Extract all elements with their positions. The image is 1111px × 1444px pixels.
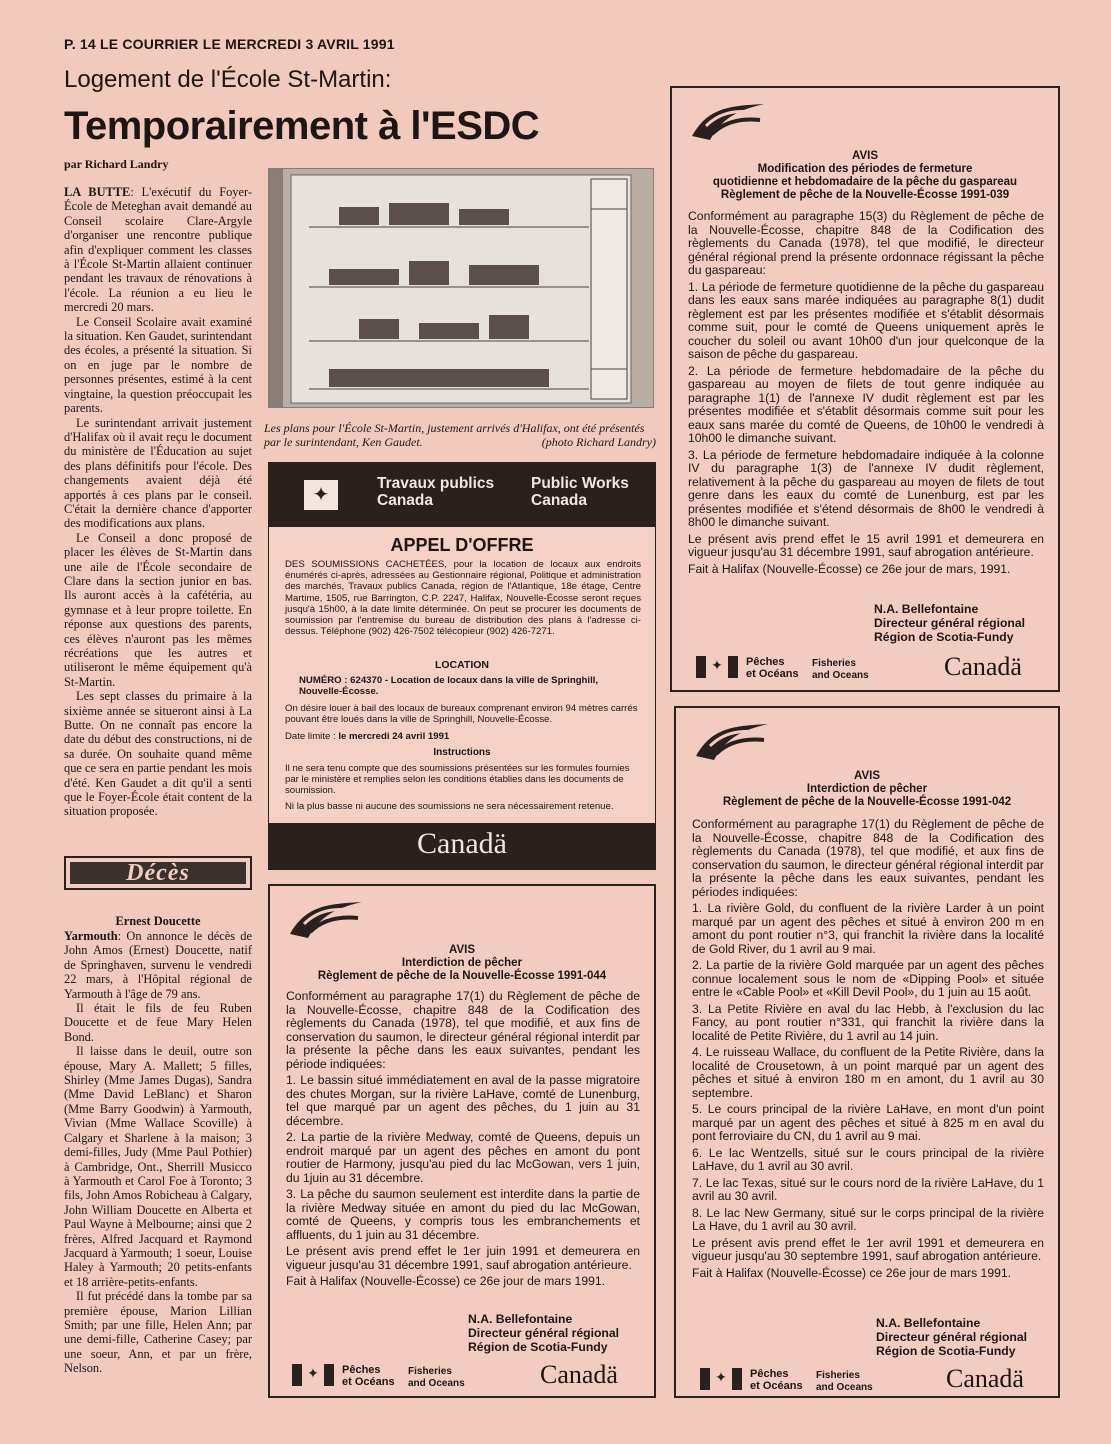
- canada-wordmark: Canadä: [417, 827, 507, 860]
- notice-regulation: Règlement de pêche de la Nouvelle-Écosse 1991-042: [722, 796, 1012, 808]
- maple-leaf-icon: ✦: [715, 1371, 727, 1386]
- tender-deadline: Date limite : le mercredi 24 avril 1991: [285, 731, 450, 742]
- canada-flag-icon: [292, 1364, 334, 1386]
- notice-regulation: Règlement de pêche de la Nouvelle-Écosse 1991-039: [720, 189, 1010, 201]
- tender-ad: [268, 462, 656, 870]
- canada-wordmark: Canadä: [540, 1360, 618, 1389]
- tender-description: On désire louer à bail des locaux de bureaux comprenant environ 94 mètres carrés pouvant être loués dans la ville de Springhill, Nouvelle-Écosse.: [285, 703, 638, 726]
- fisheries-wave-logo-icon: [692, 716, 772, 764]
- photo-caption: Les plans pour l'École St-Martin, justement arrivés d'Halifax, ont été présentés par le surintendant, Ken Gaudet. (photo Richard Landry): [264, 421, 656, 449]
- tender-header-bar: [269, 463, 655, 527]
- notice-1991-039: [670, 86, 1060, 692]
- notice-body: Conformément au paragraphe 17(1) du Règlement de pêche de la Nouvelle-Écosse, chapitre 848 de la Codification des règlements du Canada (1978), tel que modifié, et aux fins de conservation du saumon, le directeur général régional interdit par la présente la pêche dans les eaux suivantes, pendant les période indiquées: 1. Le bassin situé immédiatement en aval de la passe migratoire des chutes Morgan, sur la rivière LaHave, comté de Lunenburg, tel que marqué par un agent des pêches, du 1 juin au 31 décembre. 2. La partie de la rivière Medway, comté de Queens, depuis un endroit marqué par un agent des pêches en amont du pont routier de Harmony, jusqu'au pied du lac McGowan, vers 1 juin, du 1juin au 31 décembre. 3. La pêche du saumon seulement est interdite dans la partie de la rivière Medway située en amont du pied du lac McGowan, comté de Queens, y compris tous les embranchements et affluents, du 1 juin au 31 décembre. Le présent avis prend effet le 1er juin 1991 et demeurera en vigueur jusqu'au 31 décembre 1991, sauf abrogation antérieure. Fait à Halifax (Nouvelle-Écosse) ce 26e jour de mars 1991.: [286, 989, 640, 1288]
- notice-1991-044: [268, 884, 656, 1398]
- notice-avis: AVIS: [449, 944, 475, 956]
- article-paragraph: LA BUTTE: L'exécutif du Foyer-École de Meteghan avait demandé au Conseil scolaire Clare-Argyle d'organiser une rencontre publique afin d'expliquer comment les classes à l'École St-Martin allaient continuer pendant les travaux de rénovations à l'école. La réunion a eu lieu le mercredi 20 mars.: [64, 185, 252, 315]
- tender-section-location: LOCATION: [434, 659, 490, 671]
- notice-title: Modification des périodes de fermeture: [757, 163, 973, 175]
- dept-fr: Pêches et Océans: [342, 1364, 395, 1388]
- article-paragraph: Le surintendant arrivait justement d'Halifax où il avait reçu le document du ministère de l'Éducation au sujet des plans définitifs pour l'école. Des changements avaient déjà été apportés à ces plans par le conseil. C'était la dernière chance d'apporter des modifications aux plans.: [64, 415, 252, 531]
- tender-section-instructions: Instructions: [433, 747, 491, 758]
- tender-numero: NUMÉRO : 624370 - Location de locaux dans la ville de Springhill, Nouvelle-Écosse.: [299, 675, 599, 698]
- page-header: P. 14 LE COURRIER LE MERCREDI 3 AVRIL 1991: [64, 36, 395, 52]
- article-paragraph: Les sept classes du primaire à la sixième année se situeront ainsi à La Butte. On ne connaît pas encore la date du début des constructions, ni de sa durée. On souhaite quand même que ce sera en partie pendant les mois d'été. Ken Gaudet a dit qu'il a senti que le Foyer-École était content de la situation proposée.: [64, 689, 252, 819]
- article-lead-place: LA BUTTE: [64, 185, 131, 199]
- notice-avis: AVIS: [852, 150, 878, 162]
- canada-wordmark: Canadä: [946, 1364, 1024, 1393]
- article-photo: [268, 168, 654, 408]
- notice-body: Conformément au paragraphe 15(3) du Règlement de pêche de la Nouvelle-Écosse, chapitre 848 de la Codification des règlements du Canada (1978), tel que modifié, le directeur général régional prend la présente ordonnace régissant la pêche du gaspareau: 1. La période de fermeture quotidienne de la pêche du gaspareau dans les eaux sans marée indiquées au paragraphe 8(1) dudit règlement est par les présentes modifiée et s'établit désormais comme suit, pour le comté de Queens uniquement après le coucher du soleil ou avant 10h00 d'un jour quelconque de la saison de pêche du gaspareau. 2. La période de fermeture hebdomadaire de la pêche du gaspareau au moyen de filets de tout genre indiquée au paragraphe 1(1) de l'annexe IV dudit règlement est par les présentes modifiée et s'établit désormais comme suit pour les eaux sans marée du comté de Queens, de 10h00 le vendredi à 10h00 le dimanche suivant. 3. La période de fermeture hebdomadaire indiquée à la colonne IV du paragraphe 1(3) de l'annexe IV dudit règlement, relativement à la pêche du gaspareau au moyen de filets de tout genre dans les eaux du comté de Lunenburg, est par les présentes modifiée et s'étend désormais de 8h00 le vendredi à 8h00 le dimanche suivant. Le présent avis prend effet le 15 avril 1991 et demeurera en vigueur jusqu'au 31 décembre 1991, sauf abrogation antérieure. Fait à Halifax (Nouvelle-Écosse) ce 26e jour de mars, 1991.: [688, 209, 1044, 576]
- notice-body: Conformément au paragraphe 17(1) du Règlement de pêche de la Nouvelle-Écosse, chapitre 848 de la Codification des règlements du Canada (1978), tel que modifié, et aux fins de conservation du saumon, le directeur général régional interdit par la présente la pêche dans les eaux suivantes, pendant les périodes indiquées: 1. La rivière Gold, du confluent de la rivière Larder à un point marqué par un agent des pêches et situé à environ 200 m en amont du pont routier n°3, qui franchit la rivière dans la localité de Gold River, du 1 avril au 9 mai. 2. La partie de la rivière Gold marquée par un agent des pêches connue localement sous le nom de «Dipping Pool» et située entre le «Cable Pool» et «Kill Devil Pool», du 1 juin au 15 août. 3. La Petite Rivière en aval du lac Hebb, à l'exclusion du lac Fancy, au pont routier n°331, qui franchit la rivière dans la localité de Petite Rivière, du 1 avril au 14 juin. 4. Le ruisseau Wallace, du confluent de la Petite Rivière, dans la localité de Crousetown, à un point marqué par un agent des pêches et situé à environ 180 m en amont, du 1 avril au 30 septembre. 5. Le cours principal de la rivière LaHave, en mont d'un point marqué par un agent des pêches et situé à 825 m en aval du pont ferroviaire du CN, du 1 avril au 9 mai. 6. Le lac Wentzells, situé sur le cours principal de la rivière LaHave, du 1 avril au 30 avril. 7. Le lac Texas, situé sur le cours nord de la rivière LaHave, du 1 avril au 30 avril. 8. Le lac New Germany, situé sur le corps principal de la rivière La Have, du 1 avril au 30 avril. Le présent avis prend effet le 1er avril 1991 et demeurera en vigueur jusqu'au 30 septembre 1991, sauf abrogation antérieure. Fait à Halifax (Nouvelle-Écosse) ce 26e jour de mars 1991.: [692, 817, 1044, 1280]
- dept-name-en: Public Works Canada: [531, 475, 629, 509]
- notice-title: Interdiction de pêcher: [401, 957, 523, 969]
- notice-title: Interdiction de pêcher: [806, 783, 928, 795]
- article-paragraph: Le Conseil a donc proposé de placer les élèves de St-Martin dans une aile de l'École secondaire de Clare dans la section junior en bas. Ils auront accès à la cafétéria, au gymnase et à leur propre toilette. En réponse aux questions des parents, ces élèves n'auront pas les mêmes récréations que les autres et utiliseront le même équipement qu'à St-Martin.: [64, 530, 252, 689]
- maple-leaf-icon: ✦: [312, 484, 330, 506]
- deces-body: [64, 929, 252, 1376]
- tender-footer-bar: [269, 823, 655, 869]
- canada-flag-icon: [700, 1368, 742, 1390]
- tender-instruction-2: Ni la plus basse ni aucune des soumissions ne sera nécessairement retenue.: [285, 801, 614, 812]
- deces-title: Décès: [126, 860, 190, 886]
- article-kicker: Logement de l'École St-Martin:: [64, 66, 392, 93]
- canada-flag-icon: [696, 656, 738, 678]
- deces-name: Ernest Doucette: [115, 914, 201, 928]
- dept-fr: Pêches et Océans: [746, 656, 799, 680]
- school-plans-drawing: [269, 169, 654, 408]
- deces-paragraph: Il était le fils de feu Ruben Doucette et de feue Mary Helen Bond.: [64, 1001, 252, 1044]
- photo-credit: (photo Richard Landry): [541, 435, 656, 449]
- notice-avis: AVIS: [854, 770, 880, 782]
- tender-instruction-1: Il ne sera tenu compte que des soumissions présentées sur les formules fournies par le ministère et remplies selon les conditions établies dans les documents de soumission.: [285, 763, 630, 797]
- article-byline: par Richard Landry: [64, 157, 169, 171]
- fisheries-wave-logo-icon: [286, 894, 366, 942]
- article-paragraph: Le Conseil Scolaire avait examiné la situation. Ken Gaudet, surintendant des écoles, a présenté la situation. Si on en juge par le nombre de personnes présentes, estimé à la cent vingtaine, la question préoccupait les parents.: [64, 314, 252, 416]
- dept-en: Fisheries and Oceans: [812, 658, 869, 681]
- tender-intro: DES SOUMISSIONS CACHETÉES, pour la location de locaux aux endroits énumérés ci-après, adressées au Gestionnaire régional, Politique et administration des marchés, Travaux publics Canada, région de l'Atlantique, 18e étage, Centre Martime, 1505, rue Barrington, C.P. 2247, Halifax, Nouvelle-Écosse seront reçues jusqu'à 15h00, à la date limite déterminée. On peut se procurer les documents de soumission par l'entremise du bureau de distribution des plans à l'adresse ci-dessus. Téléphone (902) 426-7502 télécopieur (902) 426-7271.: [285, 559, 641, 638]
- deces-paragraph: Il fut précédé dans la tombe par sa première épouse, Marion Lillian Smith; par une fille, Helen Ann; par une demi-fille, Catherine Casey; par une soeur, Ann, et par un frère, Nelson.: [64, 1289, 252, 1376]
- notice-title-line-2: quotidienne et hebdomadaire de la pêche du gaspareau: [712, 176, 1018, 188]
- notice-signature: N.A. Bellefontaine Directeur général régional Région de Scotia-Fundy: [874, 602, 1026, 644]
- tender-title: APPEL D'OFFRE: [390, 535, 534, 555]
- dept-name-fr: Travaux publics Canada: [377, 475, 495, 509]
- notice-regulation: Règlement de pêche de la Nouvelle-Écosse 1991-044: [317, 970, 607, 982]
- deces-paragraph: Yarmouth: On annonce le décès de John Amos (Ernest) Doucette, natif de Springhaven, survenu le vendredi 22 mars, à l'Hôpital régional de Yarmouth à l'âge de 79 ans.: [64, 929, 252, 1001]
- maple-leaf-icon: ✦: [307, 1367, 319, 1382]
- notice-signature: N.A. Bellefontaine Directeur général régional Région de Scotia-Fundy: [876, 1316, 1028, 1358]
- deces-section-header: [64, 856, 252, 890]
- notice-1991-042: [674, 706, 1060, 1398]
- dept-en: Fisheries and Oceans: [408, 1366, 465, 1389]
- article-body: [64, 185, 252, 819]
- dept-fr: Pêches et Océans: [750, 1368, 803, 1392]
- deces-paragraph: Il laisse dans le deuil, outre son épouse, Mary A. Mallett; 5 filles, Shirley (Mme James Dugas), Sandra (Mme David LeBlanc) et Sharon (Mme Barry Goodwin) à Yarmouth, Vivian (Mme Wallace Scoville) à Calgary et Sharlene à la maison; 3 demi-filles, Judy (Mme Paul Pothier) à Cambridge, Ont., Sherrill Musicco à Yarmouth et Carol Foe à Toronto; 3 fils, John Amos Robicheau à Calgary, John William Doucette en Alberta et Paul Wayne à Melbourne; ainsi que 2 frères, Alfred Jacquard et Raymond Jacquard à Yarmouth; 1 soeur, Louise Haley à Yarmouth; 20 petits-enfants et 18 arrière-petits-enfants.: [64, 1044, 252, 1289]
- fisheries-wave-logo-icon: [688, 96, 768, 144]
- canada-flag-icon: [287, 480, 355, 510]
- canada-wordmark: Canadä: [944, 652, 1022, 681]
- article-headline: Temporairement à l'ESDC: [64, 104, 540, 148]
- maple-leaf-icon: ✦: [711, 659, 723, 674]
- notice-signature: N.A. Bellefontaine Directeur général régional Région de Scotia-Fundy: [468, 1312, 620, 1354]
- dept-en: Fisheries and Oceans: [816, 1370, 873, 1393]
